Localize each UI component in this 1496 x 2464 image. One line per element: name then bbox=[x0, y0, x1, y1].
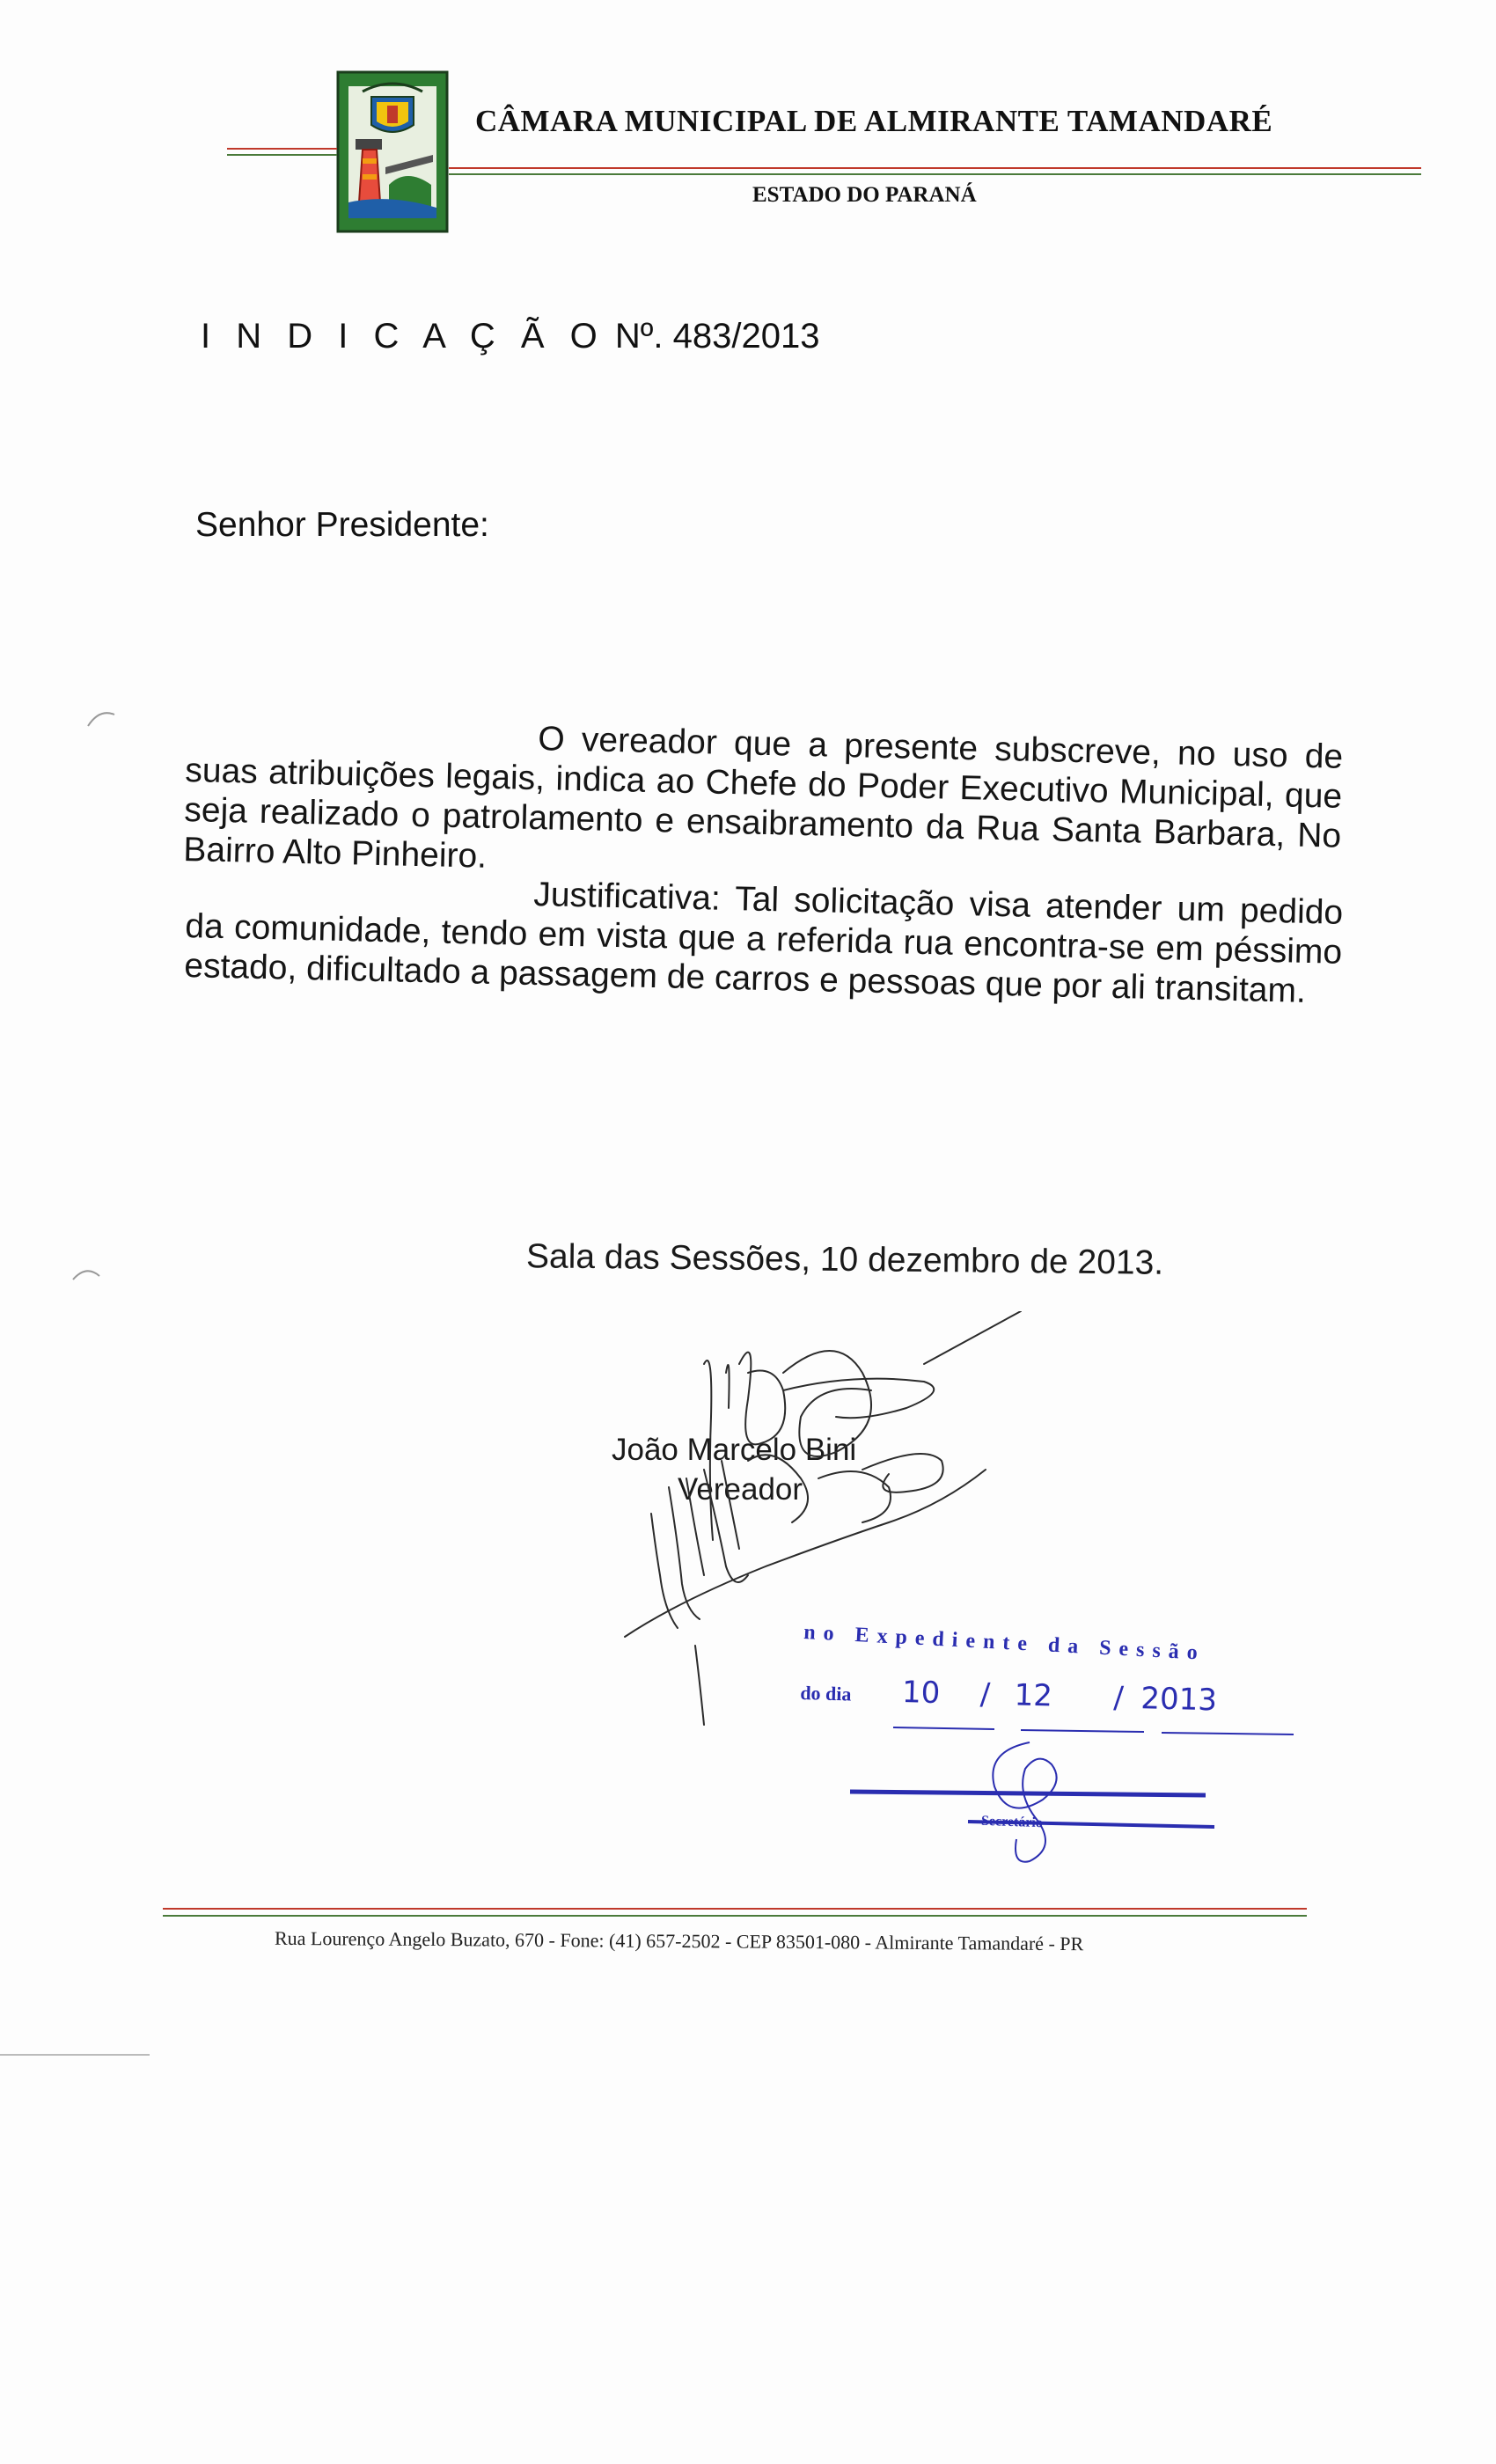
paragraph-justification: Justificativa: Tal solicitação visa atender um pedido da comunidade, tendo em vista que a referida rua encontra-se em péssimo estado, dificultado a passagem de carros e pessoas que por ali transitam. bbox=[183, 875, 1344, 1010]
stamp-date-prefix: do dia bbox=[800, 1681, 852, 1705]
header-rule-left-red bbox=[227, 148, 337, 150]
title-number: Nº. 483/2013 bbox=[614, 317, 820, 356]
punch-mark-top bbox=[84, 704, 119, 730]
header-rule-left-green bbox=[227, 154, 337, 156]
footer-rule-red bbox=[163, 1908, 1307, 1910]
footer-rule-green bbox=[163, 1915, 1307, 1917]
signer-role: Vereador bbox=[678, 1472, 803, 1507]
receipt-stamp bbox=[792, 1610, 1320, 1901]
state-name: ESTADO DO PARANÁ bbox=[752, 183, 977, 207]
header-rule-right-green bbox=[449, 173, 1421, 175]
header-rule-right-red bbox=[449, 167, 1421, 169]
document-title bbox=[201, 317, 819, 356]
scan-edge-line bbox=[0, 2054, 150, 2056]
stamp-signature-label: Secretário bbox=[980, 1813, 1044, 1831]
salutation: Senhor Presidente: bbox=[195, 506, 489, 544]
stamp-day: 10 bbox=[901, 1675, 941, 1712]
place-date: Sala das Sessões, 10 dezembro de 2013. bbox=[525, 1237, 1164, 1282]
footer-address: Rua Lourenço Angelo Buzato, 670 - Fone: (41) 657-2502 - CEP 83501-080 - Almirante Tamandaré - PR bbox=[274, 1926, 1084, 1955]
stamp-session-line: no Expediente da Sessão bbox=[803, 1621, 1206, 1665]
stamp-month: 12 bbox=[1014, 1677, 1053, 1714]
signer-name: João Marcelo Bini bbox=[612, 1433, 857, 1467]
coat-of-arms-logo bbox=[336, 70, 449, 233]
title-prefix: I N D I C A Ç Ã O bbox=[201, 317, 605, 356]
paragraph-indication: O vereador que a presente subscreve, no uso de suas atribuições legais, indica ao Chefe do Poder Executivo Municipal, que seja realizado o patrolamento e ensaibramento da Rua Santa Barbara, No Bairro Alto Pinheiro. bbox=[182, 720, 1344, 876]
punch-mark-bottom bbox=[69, 1260, 104, 1287]
stamp-year: 2013 bbox=[1140, 1681, 1218, 1719]
institution-name: CÂMARA MUNICIPAL DE ALMIRANTE TAMANDARÉ bbox=[475, 104, 1273, 138]
stamp-date-line: do dia 10 / 12 / 2013 bbox=[800, 1675, 1218, 1719]
